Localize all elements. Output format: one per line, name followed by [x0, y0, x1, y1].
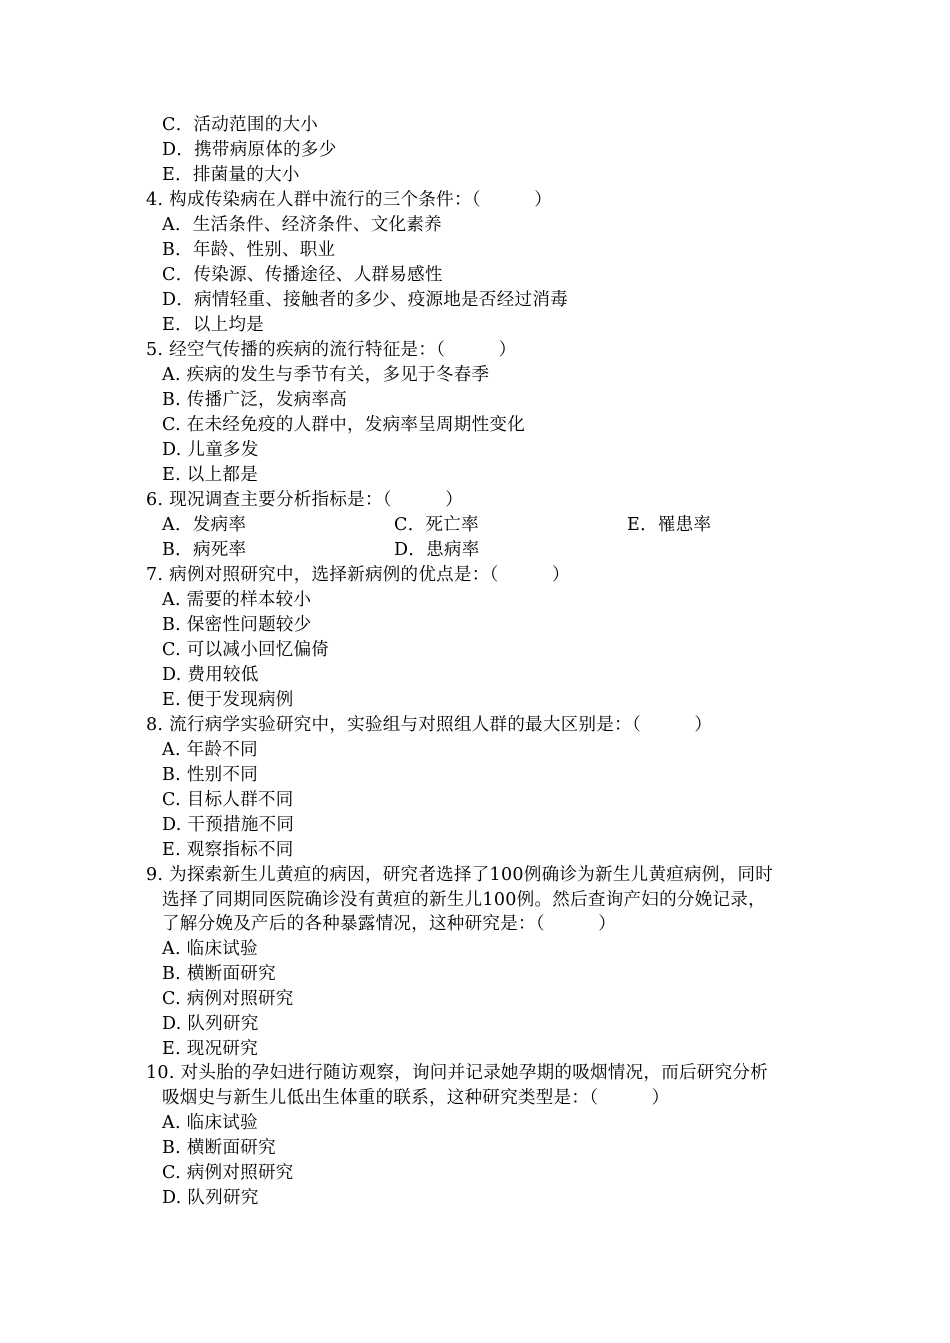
q9-option-d: D. 队列研究 — [162, 1014, 259, 1034]
q4-option-c: C．传染源、传播途径、人群易感性 — [162, 265, 443, 285]
q4-option-e: E．以上均是 — [162, 315, 265, 335]
q7-option-e: E. 便于发现病例 — [162, 690, 294, 710]
q3-option-e: E．排菌量的大小 — [162, 165, 300, 185]
q5-option-c: C. 在未经免疫的人群中，发病率呈周期性变化 — [162, 415, 525, 435]
question-10-line-2: 吸烟史与新生儿低出生体重的联系，这种研究类型是：（ ） — [162, 1088, 670, 1108]
question-6: 6. 现况调查主要分析指标是：（ ） — [146, 490, 464, 510]
q10-option-b: B. 横断面研究 — [162, 1138, 276, 1158]
q7-option-d: D. 费用较低 — [162, 665, 259, 685]
question-5: 5. 经空气传播的疾病的流行特征是：（ ） — [146, 340, 517, 360]
q10-option-c: C. 病例对照研究 — [162, 1163, 294, 1183]
q4-option-b: B．年龄、性别、职业 — [162, 240, 336, 260]
q6-option-a: A．发病率 — [162, 515, 247, 535]
question-10-line-1: 10. 对头胎的孕妇进行随访观察，询问并记录她孕期的吸烟情况，而后研究分析 — [146, 1063, 768, 1083]
q8-option-d: D. 干预措施不同 — [162, 815, 295, 835]
q9-option-c: C. 病例对照研究 — [162, 989, 294, 1009]
q7-option-a: A. 需要的样本较小 — [162, 590, 312, 610]
q3-option-d: D．携带病原体的多少 — [162, 140, 337, 160]
q8-option-e: E. 观察指标不同 — [162, 840, 294, 860]
question-9-line-1: 9. 为探索新生儿黄疸的病因，研究者选择了100例确诊为新生儿黄疸病例，同时 — [146, 865, 774, 885]
q8-option-c: C. 目标人群不同 — [162, 790, 294, 810]
q9-option-a: A. 临床试验 — [162, 939, 258, 959]
q8-option-a: A. 年龄不同 — [162, 740, 258, 760]
q7-option-b: B. 保密性问题较少 — [162, 615, 312, 635]
question-9-line-3: 了解分娩及产后的各种暴露情况，这种研究是：（ ） — [162, 914, 617, 934]
q7-option-c: C. 可以减小回忆偏倚 — [162, 640, 330, 660]
q9-option-e: E. 现况研究 — [162, 1039, 258, 1059]
q4-option-d: D．病情轻重、接触者的多少、疫源地是否经过消毒 — [162, 290, 568, 310]
question-8: 8. 流行病学实验研究中，实验组与对照组人群的最大区别是：（ ） — [146, 715, 713, 735]
q5-option-e: E. 以上都是 — [162, 465, 258, 485]
q4-option-a: A．生活条件、经济条件、文化素养 — [162, 215, 442, 235]
q10-option-a: A. 临床试验 — [162, 1113, 258, 1133]
q10-option-d: D. 队列研究 — [162, 1188, 259, 1208]
q5-option-a: A. 疾病的发生与季节有关，多见于冬春季 — [162, 365, 490, 385]
q6-option-d: D．患病率 — [394, 540, 480, 560]
question-9-line-2: 选择了同期同医院确诊没有黄疸的新生儿100例。然后查询产妇的分娩记录， — [162, 890, 766, 910]
q6-option-b: B．病死率 — [162, 540, 247, 560]
q3-option-c: C．活动范围的大小 — [162, 115, 319, 135]
q6-option-e: E．罹患率 — [627, 515, 712, 535]
q6-option-c: C．死亡率 — [394, 515, 479, 535]
q5-option-d: D. 儿童多发 — [162, 440, 259, 460]
question-4: 4. 构成传染病在人群中流行的三个条件：（ ） — [146, 190, 553, 210]
q9-option-b: B. 横断面研究 — [162, 964, 276, 984]
question-7: 7. 病例对照研究中，选择新病例的优点是：（ ） — [146, 565, 570, 585]
q8-option-b: B. 性别不同 — [162, 765, 259, 785]
q5-option-b: B. 传播广泛，发病率高 — [162, 390, 348, 410]
